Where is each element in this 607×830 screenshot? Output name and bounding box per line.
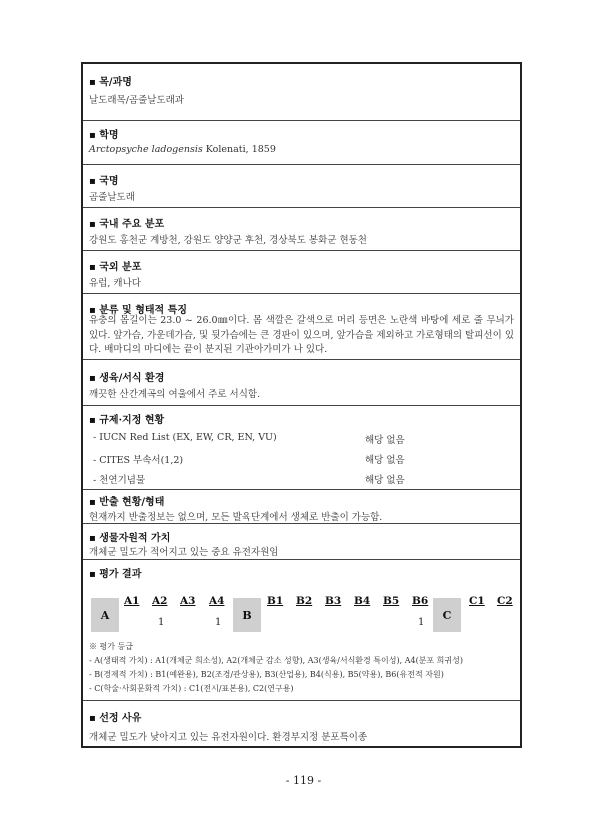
scientific-name-heading: ▪ 학명 bbox=[89, 130, 119, 141]
grade-legend-b: - B(경제적 가치) : B1(예완용), B2(조경/관상용), B3(산업용), B4(식용), B5(약용), B6(유전적 자원) bbox=[89, 670, 444, 679]
grade-legend-c: - C(학술·사회문화적 가치) : C1(전시/표본용), C2(연구용) bbox=[89, 684, 294, 693]
morphology-heading: ▪ 분류 및 형태적 특징 bbox=[89, 305, 187, 316]
grade-code-a1: A1 bbox=[124, 595, 140, 607]
grade-code-b4: B4 bbox=[354, 595, 371, 607]
foreign-distribution-heading: ▪ 국외 분포 bbox=[89, 262, 142, 273]
grade-value-a2: 1 bbox=[158, 617, 165, 628]
scientific-name-author: Kolenati, 1859 bbox=[202, 144, 276, 155]
export-heading: ▪ 반출 현황/형태 bbox=[89, 497, 165, 508]
grade-code-a2: A2 bbox=[152, 595, 168, 607]
section-habitat bbox=[83, 359, 520, 405]
regulation-monument-label: - 천연기념물 bbox=[93, 475, 146, 486]
section-domestic-distribution bbox=[83, 207, 520, 250]
grade-code-b1: B1 bbox=[267, 595, 284, 607]
grade-value-b6: 1 bbox=[418, 617, 425, 628]
korean-name-value: 곰줄날도래 bbox=[89, 192, 135, 203]
evaluation-heading: ▪ 평가 결과 bbox=[89, 569, 142, 580]
order-family-value: 날도래목/곰줄날도래과 bbox=[89, 95, 184, 106]
grade-group-c: C bbox=[433, 598, 461, 632]
grade-code-a4: A4 bbox=[209, 595, 225, 607]
section-selection-reason bbox=[83, 700, 520, 748]
habitat-heading: ▪ 생육/서식 환경 bbox=[89, 373, 165, 384]
grade-bar bbox=[87, 595, 516, 635]
grade-code-b2: B2 bbox=[296, 595, 313, 607]
section-korean-name bbox=[83, 164, 520, 207]
section-scientific-name bbox=[83, 120, 520, 164]
section-regulation bbox=[83, 405, 520, 489]
selection-reason-value: 개체군 밀도가 낮아지고 있는 유전자원이다. 환경부지정 분포특이종 bbox=[89, 732, 368, 743]
bio-value-heading: ▪ 생물자원적 가치 bbox=[89, 533, 171, 544]
grade-legend-a: - A(생태적 가치) : A1(개체군 희소성), A2(개체군 감소 성향), A3(생육/서식환경 특이성), A4(분포 희귀성) bbox=[89, 656, 463, 665]
regulation-iucn-value: 해당 없음 bbox=[365, 435, 405, 446]
page-number: - 119 - bbox=[285, 774, 322, 787]
export-value: 현재까지 반출정보는 없으며, 모든 발육단계에서 생체로 반출이 가능함. bbox=[89, 512, 383, 523]
grade-legend-title: ※ 평가 등급 bbox=[89, 642, 133, 651]
grade-code-c1: C1 bbox=[469, 595, 485, 607]
section-morphology bbox=[83, 293, 520, 359]
regulation-heading: ▪ 규제·지정 현황 bbox=[89, 415, 165, 426]
grade-value-a4: 1 bbox=[215, 617, 222, 628]
scientific-name-binomial: Arctopsyche ladogensis bbox=[89, 144, 203, 155]
species-record-table bbox=[81, 62, 522, 748]
regulation-cites-label: - CITES 부속서(1,2) bbox=[93, 455, 184, 466]
section-export bbox=[83, 489, 520, 523]
order-family-heading: ▪ 목/과명 bbox=[89, 77, 132, 88]
bio-value-value: 개체군 밀도가 적어지고 있는 중요 유전자원임 bbox=[89, 547, 279, 558]
grade-code-b5: B5 bbox=[383, 595, 400, 607]
regulation-cites-value: 해당 없음 bbox=[365, 455, 405, 466]
section-order-family bbox=[83, 64, 520, 120]
korean-name-heading: ▪ 국명 bbox=[89, 176, 119, 187]
habitat-value: 깨끗한 산간계곡의 여울에서 주로 서식함. bbox=[89, 389, 261, 400]
scientific-name-value bbox=[89, 144, 276, 155]
regulation-monument-value: 해당 없음 bbox=[365, 475, 405, 486]
section-evaluation bbox=[83, 559, 520, 700]
selection-reason-heading: ▪ 선정 사유 bbox=[89, 713, 142, 724]
regulation-iucn-label: - IUCN Red List (EX, EW, CR, EN, VU) bbox=[93, 432, 277, 443]
grade-code-c2: C2 bbox=[497, 595, 513, 607]
domestic-distribution-heading: ▪ 국내 주요 분포 bbox=[89, 219, 165, 230]
grade-code-a3: A3 bbox=[180, 595, 196, 607]
domestic-distribution-value: 강원도 홍천군 계방천, 강원도 양양군 후천, 경상북도 봉화군 현동천 bbox=[89, 235, 367, 246]
grade-code-b3: B3 bbox=[325, 595, 342, 607]
section-foreign-distribution bbox=[83, 250, 520, 293]
grade-code-b6: B6 bbox=[412, 595, 429, 607]
morphology-value: 유충의 몸길이는 23.0 ~ 26.0㎜이다. 몸 색깔은 갈색으로 머리 등면은 노란색 바탕에 세로 줄 무늬가 있다. 앞가슴, 가운데가슴, 및 뒷가슴에는 큰 경판이 있으며, 앞가슴을 제외하고 가로형태의 탈피선이 있다. 배마디의 마디에는 끝이 분지된 기관아가미가 나 있다. bbox=[89, 315, 514, 355]
grade-group-a: A bbox=[91, 598, 119, 632]
foreign-distribution-value: 유럽, 캐나다 bbox=[89, 278, 141, 289]
grade-group-b: B bbox=[233, 598, 261, 632]
section-bio-value bbox=[83, 523, 520, 559]
